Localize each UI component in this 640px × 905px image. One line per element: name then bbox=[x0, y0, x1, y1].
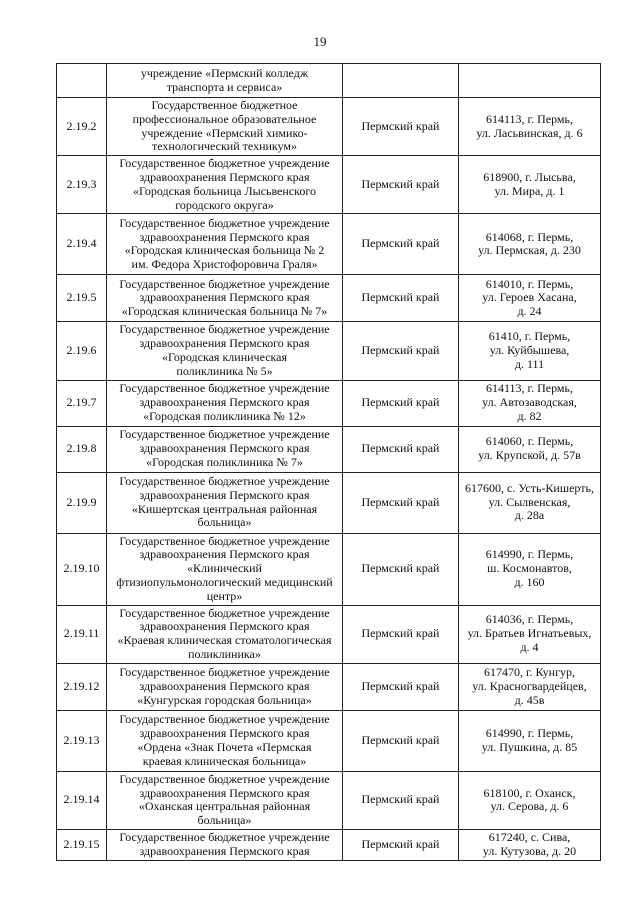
organization-name-line: «Кунгурская городская больница» bbox=[137, 692, 312, 707]
table-row bbox=[57, 275, 601, 322]
organization-name-line: здравоохранения Пермского края bbox=[139, 725, 310, 740]
organization-name-line: «Городская клиническая bbox=[161, 349, 288, 364]
address-line: 614068, г. Пермь, bbox=[485, 229, 574, 244]
region: Пермский край bbox=[343, 663, 459, 710]
organization-name-line: «Городская больница Лысьвенского bbox=[133, 183, 316, 198]
organization-name-line: «Кишертская центральная районная bbox=[131, 501, 318, 516]
address-line: 618100, г. Оханск, bbox=[483, 785, 576, 800]
organization-name-line: здравоохранения Пермского края bbox=[139, 619, 310, 634]
address-line: ул. Крупской, д. 57в bbox=[478, 448, 581, 463]
row-number bbox=[57, 64, 107, 98]
region: Пермский край bbox=[343, 426, 459, 472]
organization-name-line: здравоохранения Пермского края bbox=[139, 678, 310, 693]
organization-name bbox=[107, 275, 343, 322]
address-line: д. 160 bbox=[514, 574, 545, 589]
table-row bbox=[57, 380, 601, 426]
row-number: 2.19.12 bbox=[57, 663, 107, 710]
address-line: ул. Серова, д. 6 bbox=[490, 799, 569, 814]
organization-name-line: транспорта и сервиса» bbox=[166, 79, 283, 94]
address-line: ул. Красногвардейцев, bbox=[472, 678, 587, 693]
address-line: 618900, г. Лысьва, bbox=[483, 169, 576, 184]
address bbox=[459, 663, 601, 710]
organization-name-line: больница» bbox=[197, 515, 252, 530]
region: Пермский край bbox=[343, 275, 459, 322]
organization-name-line: фтизиопульмонологический медицинский bbox=[116, 574, 333, 589]
organization-name-line: Государственное бюджетное учреждение bbox=[119, 665, 330, 680]
organization-name-line: учреждение «Пермский колледж bbox=[140, 65, 309, 80]
organization-name-line: Государственное бюджетное учреждение bbox=[119, 473, 330, 488]
table-row bbox=[57, 322, 601, 380]
table-row bbox=[57, 156, 601, 214]
organization-name-line: профессиональное образовательное bbox=[132, 111, 317, 126]
table-row bbox=[57, 64, 601, 98]
table-row bbox=[57, 533, 601, 605]
address bbox=[459, 380, 601, 426]
organization-name-line: Государственное бюджетное учреждение bbox=[119, 381, 330, 396]
address-line: 614113, г. Пермь, bbox=[486, 381, 573, 396]
row-number: 2.19.9 bbox=[57, 472, 107, 533]
region: Пермский край bbox=[343, 214, 459, 275]
address-line: ул. Пушкина, д. 85 bbox=[481, 739, 578, 754]
organization-name-line: поликлиника» bbox=[188, 646, 261, 661]
organization-name-line: здравоохранения Пермского края bbox=[139, 843, 310, 858]
organization-name-line: центр» bbox=[206, 588, 243, 603]
address-line: д. 82 bbox=[517, 408, 542, 423]
row-number: 2.19.15 bbox=[57, 829, 107, 860]
region: Пермский край bbox=[343, 533, 459, 605]
table-row bbox=[57, 426, 601, 472]
organization-name bbox=[107, 98, 343, 156]
address bbox=[459, 98, 601, 156]
organization-name-line: здравоохранения Пермского края bbox=[139, 785, 310, 800]
organization-name-line: здравоохранения Пермского края bbox=[139, 441, 310, 456]
organization-name-line: «Клинический bbox=[187, 561, 262, 576]
table-row bbox=[57, 663, 601, 710]
organization-name-line: Государственное бюджетное учреждение bbox=[119, 712, 330, 727]
region: Пермский край bbox=[343, 472, 459, 533]
organization-name bbox=[107, 64, 343, 98]
region: Пермский край bbox=[343, 322, 459, 380]
organization-name-line: здравоохранения Пермского края bbox=[139, 229, 310, 244]
region: Пермский край bbox=[343, 380, 459, 426]
table-row bbox=[57, 214, 601, 275]
address-line: 614990, г. Пермь, bbox=[485, 547, 574, 562]
region: Пермский край bbox=[343, 98, 459, 156]
address-line: ул. Мира, д. 1 bbox=[494, 183, 565, 198]
region: Пермский край bbox=[343, 710, 459, 771]
address-line: ул. Сылвенская, bbox=[488, 494, 571, 509]
address bbox=[459, 322, 601, 380]
address-line: ул. Пермская, д. 230 bbox=[478, 243, 581, 258]
organization-name-line: городского округа» bbox=[175, 197, 274, 212]
address-line: 617470, г. Кунгур, bbox=[483, 665, 575, 680]
organization-name-line: Государственное бюджетное учреждение bbox=[119, 771, 330, 786]
organization-name-line: «Ордена «Знак Почета «Пермская bbox=[137, 739, 312, 754]
page-number: 19 bbox=[313, 34, 327, 49]
organization-name-line: «Городская клиническая больница № 7» bbox=[121, 304, 328, 319]
organization-name bbox=[107, 214, 343, 275]
organization-name bbox=[107, 322, 343, 380]
address-line: ул. Братьев Игнатьевых, bbox=[467, 626, 592, 641]
organization-name-line: Государственное бюджетное учреждение bbox=[119, 276, 330, 291]
organization-name bbox=[107, 472, 343, 533]
registry-table bbox=[56, 63, 601, 861]
address-line: 614010, г. Пермь, bbox=[485, 276, 574, 291]
address-line: 614990, г. Пермь, bbox=[485, 725, 574, 740]
row-number: 2.19.10 bbox=[57, 533, 107, 605]
organization-name bbox=[107, 663, 343, 710]
address-line: ул. Автозаводская, bbox=[482, 395, 577, 410]
organization-name-line: «Городская поликлиника № 12» bbox=[143, 408, 306, 423]
organization-name-line: Государственное бюджетное учреждение bbox=[119, 215, 330, 230]
address bbox=[459, 472, 601, 533]
organization-name bbox=[107, 605, 343, 663]
address-line: д. 24 bbox=[517, 304, 542, 319]
address-line: ул. Кутузова, д. 20 bbox=[482, 843, 577, 858]
address bbox=[459, 426, 601, 472]
organization-name-line: «Краевая клиническая стоматологическая bbox=[117, 633, 332, 648]
address bbox=[459, 275, 601, 322]
organization-name-line: здравоохранения Пермского края bbox=[139, 487, 310, 502]
row-number: 2.19.6 bbox=[57, 322, 107, 380]
organization-name bbox=[107, 533, 343, 605]
organization-name-line: «Оханская центральная районная bbox=[138, 799, 311, 814]
organization-name-line: «Городская поликлиника № 7» bbox=[146, 454, 303, 469]
address bbox=[459, 214, 601, 275]
address bbox=[459, 605, 601, 663]
region: Пермский край bbox=[343, 829, 459, 860]
table-row bbox=[57, 771, 601, 829]
organization-name-line: «Городская клиническая больница № 2 bbox=[124, 243, 325, 258]
address-line: д. 4 bbox=[520, 640, 539, 655]
row-number: 2.19.7 bbox=[57, 380, 107, 426]
address-line: д. 111 bbox=[514, 356, 545, 371]
region: Пермский край bbox=[343, 605, 459, 663]
address-line: 61410, г. Пермь, bbox=[488, 329, 571, 344]
registry-body bbox=[57, 64, 601, 861]
table-row bbox=[57, 710, 601, 771]
organization-name-line: здравоохранения Пермского края bbox=[139, 336, 310, 351]
organization-name-line: больница» bbox=[197, 813, 252, 828]
row-number: 2.19.13 bbox=[57, 710, 107, 771]
row-number: 2.19.5 bbox=[57, 275, 107, 322]
organization-name-line: здравоохранения Пермского края bbox=[139, 395, 310, 410]
organization-name-line: здравоохранения Пермского края bbox=[139, 290, 310, 305]
region: Пермский край bbox=[343, 156, 459, 214]
table-row bbox=[57, 98, 601, 156]
address bbox=[459, 156, 601, 214]
organization-name-line: Государственное бюджетное учреждение bbox=[119, 829, 330, 844]
organization-name-line: Государственное бюджетное учреждение bbox=[119, 605, 330, 620]
organization-name bbox=[107, 426, 343, 472]
organization-name-line: технологический техникум» bbox=[151, 139, 298, 154]
address-line: 614036, г. Пермь, bbox=[485, 612, 574, 627]
region bbox=[343, 64, 459, 98]
organization-name-line: краевая клиническая больница» bbox=[142, 753, 307, 768]
address bbox=[459, 771, 601, 829]
organization-name-line: им. Федора Христофоровича Граля» bbox=[131, 257, 318, 272]
organization-name bbox=[107, 380, 343, 426]
organization-name-line: Государственное бюджетное учреждение bbox=[119, 322, 330, 337]
address bbox=[459, 533, 601, 605]
address-line: ул. Ласьвинская, д. 6 bbox=[476, 125, 583, 140]
address bbox=[459, 829, 601, 860]
organization-name bbox=[107, 156, 343, 214]
row-number: 2.19.14 bbox=[57, 771, 107, 829]
address-line: д. 45в bbox=[514, 692, 545, 707]
organization-name bbox=[107, 710, 343, 771]
address-line: ул. Куйбышева, bbox=[489, 343, 570, 358]
organization-name-line: здравоохранения Пермского края bbox=[139, 169, 310, 184]
row-number: 2.19.2 bbox=[57, 98, 107, 156]
row-number: 2.19.3 bbox=[57, 156, 107, 214]
organization-name-line: здравоохранения Пермского края bbox=[139, 547, 310, 562]
organization-name bbox=[107, 771, 343, 829]
address bbox=[459, 64, 601, 98]
organization-name-line: поликлиника № 5» bbox=[176, 363, 273, 378]
row-number: 2.19.11 bbox=[57, 605, 107, 663]
table-row bbox=[57, 472, 601, 533]
address-line: 617600, с. Усть-Кишерть, bbox=[465, 480, 594, 495]
address-line: д. 28а bbox=[514, 508, 545, 523]
organization-name-line: Государственное бюджетное учреждение bbox=[119, 533, 330, 548]
organization-name bbox=[107, 829, 343, 860]
address-line: 617240, с. Сива, bbox=[488, 829, 571, 844]
organization-name-line: учреждение «Пермский химико- bbox=[141, 125, 308, 140]
organization-name-line: Государственное бюджетное учреждение bbox=[119, 156, 330, 171]
row-number: 2.19.4 bbox=[57, 214, 107, 275]
address-line: ш. Космонавтов, bbox=[487, 561, 572, 576]
row-number: 2.19.8 bbox=[57, 426, 107, 472]
organization-name-line: Государственное бюджетное учреждение bbox=[119, 427, 330, 442]
address bbox=[459, 710, 601, 771]
address-line: 614060, г. Пермь, bbox=[485, 434, 574, 449]
address-line: 614113, г. Пермь, bbox=[486, 111, 573, 126]
table-row bbox=[57, 605, 601, 663]
organization-name-line: Государственное бюджетное bbox=[151, 98, 298, 112]
table-row bbox=[57, 829, 601, 860]
address-line: ул. Героев Хасана, bbox=[482, 290, 577, 305]
region: Пермский край bbox=[343, 771, 459, 829]
